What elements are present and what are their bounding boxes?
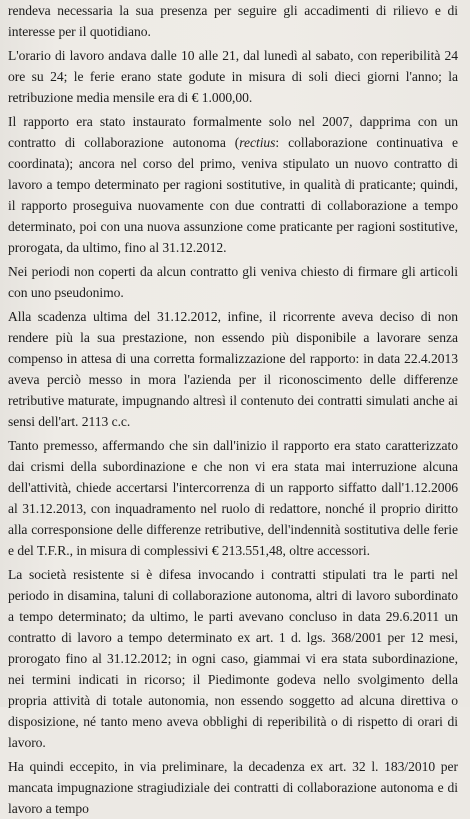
paragraph-preliminary-objection: Ha quindi eccepito, in via preliminare, la decadenza ex art. 32 l. 183/2010 per mancata impugnazione stragiudiziale dei contratti di collaborazione autonoma e di lavoro a tempo bbox=[8, 759, 458, 816]
paragraph-working-hours: L'orario di lavoro andava dalle 10 alle 21, dal lunedì al sabato, con reperibilità 24 ore su 24; le ferie erano state godute in misura di soli dieci giorni l'anno; la retribuzione media mensile era di € 1.000,00. bbox=[8, 48, 458, 105]
paragraph-final-deadline: Alla scadenza ultima del 31.12.2012, infine, il ricorrente aveva deciso di non rendere più la sua prestazione, non essendo più disponibile a lavorare senza compenso in attesa di una corretta formalizzazione del rapporto: in data 22.4.2013 aveva perciò messo in mora l'azienda per il riconoscimento delle differenze retributive maturate, impugnando altresì il contenuto dei contratti simulati anche ai sensi dell'art. 2113 c.c. bbox=[8, 309, 458, 429]
paragraph-continuation: rendeva necessaria la sua presenza per seguire gli accadimenti di rilievo e di interesse per il quotidiano. bbox=[8, 3, 458, 39]
paragraph-claims: Tanto premesso, affermando che sin dall'inizio il rapporto era stato caratterizzato dai crismi della subordinazione e che non vi era stata mai interruzione alcuna dell'attività, chiede accertarsi l'intercorrenza di un rapporto siffatto dall'1.12.2006 al 31.12.2013, con inquadramento nel ruolo di redattore, nonché il proprio diritto alla corresponsione delle differenze retributive, dell'indennità sostitutiva delle ferie e del T.F.R., in misura di complessivi € 213.551,48, oltre accessori. bbox=[8, 438, 458, 558]
paragraph-employment-history: Il rapporto era stato instaurato formalmente solo nel 2007, dapprima con un contratto di collaborazione autonoma (rectius: collaborazione continuativa e coordinata); ancora nel corso del primo, veniva stipulato un nuovo contratto di lavoro a tempo determinato per ragioni sostitutive, in qualità di praticante; quindi, il rapporto proseguiva nuovamente con due contratti di collaborazione a tempo determinato, poi con una nuova assunzione come praticante per ragioni sostitutive, prorogata, da ultimo, fino al 31.12.2012. bbox=[8, 114, 458, 255]
paragraph-pseudonym: Nei periodi non coperti da alcun contratto gli veniva chiesto di firmare gli articoli con uno pseudonimo. bbox=[8, 264, 458, 300]
document-body bbox=[8, 0, 458, 819]
emphasized-word: rectius bbox=[239, 135, 276, 150]
paragraph-defense: La società resistente si è difesa invocando i contratti stipulati tra le parti nel periodo in disamina, taluni di collaborazione autonoma, altri di lavoro subordinato a tempo determinato; da ultimo, le parti avevano concluso in data 29.6.2011 un contratto di lavoro a tempo determinato ex art. 1 d. lgs. 368/2001 per 12 mesi, prorogato fino al 31.12.2012; in ogni caso, giammai vi era stata subordinazione, nei termini indicati in ricorso; il Piedimonte godeva nello svolgimento della propria attività di totale autonomia, non essendo soggetto ad alcuna direttiva o disposizione, né tanto meno aveva obblighi di reperibilità o di rispetto di orari di lavoro. bbox=[8, 567, 458, 750]
